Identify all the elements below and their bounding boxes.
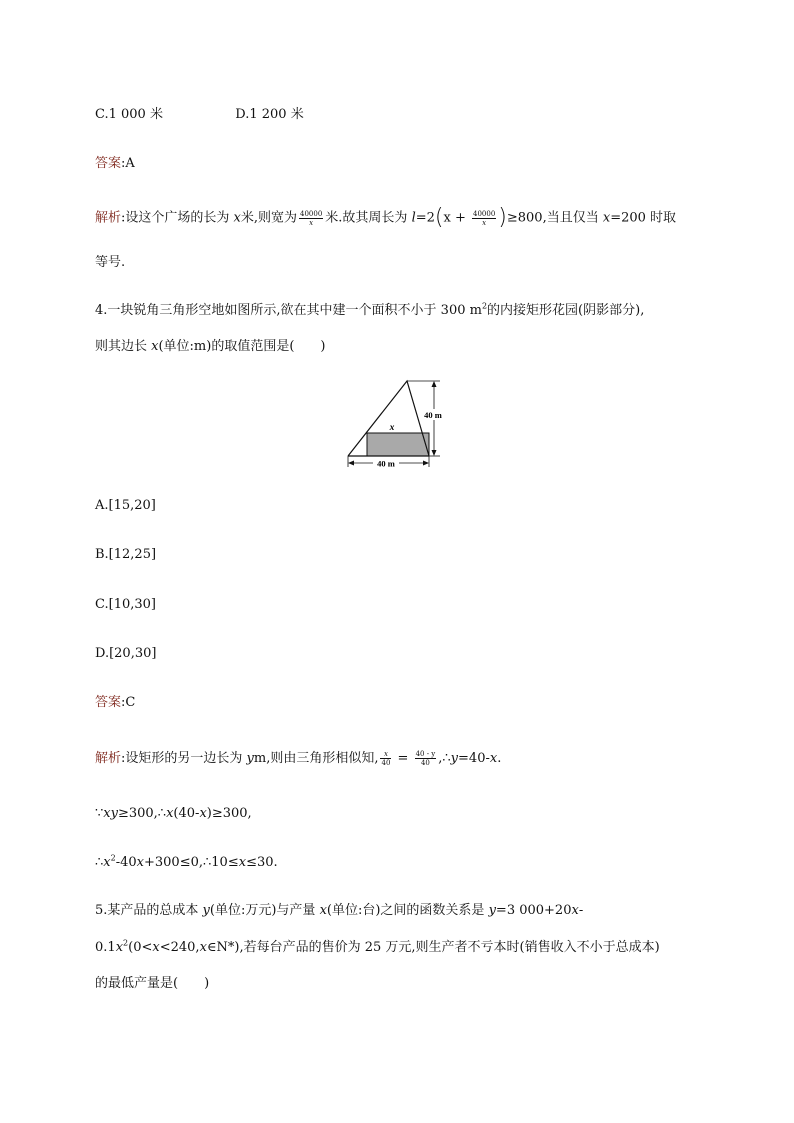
q5-stem-line3: 的最低产量是( ) (95, 976, 210, 991)
q3-solution-label: 解析 (95, 210, 122, 226)
q3-solution-text: :设这个广场的长为 (121, 210, 234, 226)
q3-solution-text: ≥800,当且仅当 (506, 210, 603, 226)
var-y: y (488, 903, 496, 918)
superscript: 2 (481, 301, 488, 311)
q3-answer (95, 155, 135, 173)
q4-stem-text: (单位:m)的取值范围是( ) (158, 339, 326, 354)
fraction-numerator: 40 - y (415, 750, 436, 758)
q4-answer-label: 答案 (95, 695, 122, 710)
q3-options-row (95, 106, 304, 124)
q4-solution-text: m,则由三角形相似知, (253, 751, 379, 766)
q4-option-a: A.[15,20] (95, 498, 156, 513)
var-x: x (115, 940, 124, 955)
var-y: y (202, 903, 210, 918)
base-label: 40 m (377, 458, 395, 469)
q3-answer-value: :A (121, 156, 135, 171)
q5-stem-text: (单位:万元)与产量 (209, 903, 320, 918)
q4-answer (95, 694, 135, 712)
q4-stem-text: 的内接矩形花园(阴影部分), (487, 303, 645, 318)
q4-solution-label: 解析 (95, 751, 122, 766)
q4-option-b: B.[12,25] (95, 547, 157, 562)
q3-solution-text: 米,则宽为 (240, 210, 298, 226)
var-x: x (151, 339, 159, 354)
var-x: x (602, 210, 611, 226)
q5-stem-text: 0.1 (95, 940, 116, 955)
arrow-up-icon (432, 381, 437, 387)
var-x: x (319, 903, 327, 918)
fraction-40000-over-x (472, 210, 496, 227)
q4-answer-value: :C (121, 695, 136, 710)
q4-solution-text: :设矩形的另一边长为 (121, 751, 247, 766)
fraction-numerator: x (380, 750, 391, 759)
fraction-x-over-40 (380, 750, 391, 767)
q4-option-d: D.[20,30] (95, 646, 157, 661)
shaded-rectangle (367, 433, 429, 456)
q3-option-d: D.1 200 米 (235, 107, 304, 122)
q4-stem-text: 则其边长 (95, 339, 152, 354)
equals-sign: = (393, 751, 413, 766)
fraction-denominator: 40 (420, 759, 430, 767)
q4-stem-line2 (95, 338, 325, 356)
q3-solution-text: =2 (415, 210, 435, 226)
q3-solution-text: x + (443, 210, 470, 226)
q3-solution-line1 (95, 205, 677, 230)
q4-solution-text: =40- (458, 751, 490, 766)
var-x: x (489, 751, 498, 766)
fraction-40000-over-x (299, 210, 323, 227)
fraction-denominator: x (482, 218, 487, 227)
q4-solution-text: -40 (115, 855, 137, 870)
q5-stem-text: 5.某产品的总成本 (95, 903, 203, 918)
x-label: x (389, 423, 395, 433)
height-label: 40 m (424, 410, 442, 420)
superscript: 2 (123, 938, 129, 948)
fraction-numerator: 40000 (300, 209, 323, 218)
var-y: y (450, 751, 459, 766)
q4-stem-line1 (95, 302, 644, 320)
var-x: x (103, 855, 111, 870)
var-xy: xy (103, 806, 118, 821)
q4-solution-text: )≥300, (206, 806, 252, 821)
q3-solution-line2: 等号. (95, 255, 126, 270)
q3-answer-label: 答案 (95, 156, 122, 171)
q5-stem-text: (单位:台)之间的函数关系是 (326, 903, 489, 918)
triangle-figure (340, 370, 455, 470)
arrow-down-icon (432, 450, 437, 456)
var-y: y (246, 751, 254, 766)
q4-solution-text: ≥300,∴ (117, 806, 167, 821)
therefore-symbol: ∴ (95, 855, 104, 870)
q5-stem-text: <240, (159, 940, 200, 955)
left-paren: ( (434, 205, 444, 230)
q3-solution-text: 米.故其周长为 (325, 210, 412, 226)
var-x: x (152, 940, 160, 955)
right-paren: ) (498, 205, 507, 230)
var-x: x (199, 940, 207, 955)
q4-solution-text: . (497, 751, 502, 766)
var-x: x (136, 855, 144, 870)
q4-solution-text: (40- (173, 806, 200, 821)
var-x: x (233, 210, 241, 226)
arrow-left-icon (348, 461, 354, 466)
q4-solution-line3 (95, 854, 278, 872)
var-x: x (166, 806, 174, 821)
q3-solution-text: =200 时取 (610, 210, 677, 226)
arrow-right-icon (423, 461, 429, 466)
q5-stem-line2 (95, 939, 660, 957)
q4-solution-text: +300≤0,∴10≤ (144, 855, 239, 870)
fraction-numerator: 40000 (473, 209, 496, 218)
q3-option-c: C.1 000 米 (95, 107, 163, 122)
fraction-denominator: x (309, 218, 314, 227)
q4-solution-line2 (95, 805, 252, 823)
superscript: 2 (110, 853, 116, 863)
q4-option-c: C.[10,30] (95, 597, 156, 612)
q5-stem-text: ∈N*),若每台产品的售价为 25 万元,则生产者不亏本时(销售收入不小于总成本) (206, 940, 660, 955)
q4-solution-text: ≤30. (246, 855, 278, 870)
var-x: x (199, 806, 207, 821)
because-symbol: ∵ (95, 806, 104, 821)
q4-stem-text: 4.一块锐角三角形空地如图所示,欲在其中建一个面积不小于 300 m (95, 303, 482, 318)
q5-stem-text: (0< (128, 940, 153, 955)
fraction-denominator: 40 (381, 759, 391, 767)
fraction-40-minus-y-over-40 (415, 750, 437, 767)
q5-stem-text: - (578, 903, 584, 918)
q5-stem-text: =3 000+20 (495, 903, 572, 918)
var-l: l (411, 210, 416, 226)
var-x: x (571, 903, 579, 918)
var-x: x (238, 855, 247, 870)
q5-stem-line1 (95, 902, 583, 920)
q4-solution-line1 (95, 750, 501, 768)
q4-solution-text: ,∴ (438, 751, 451, 766)
